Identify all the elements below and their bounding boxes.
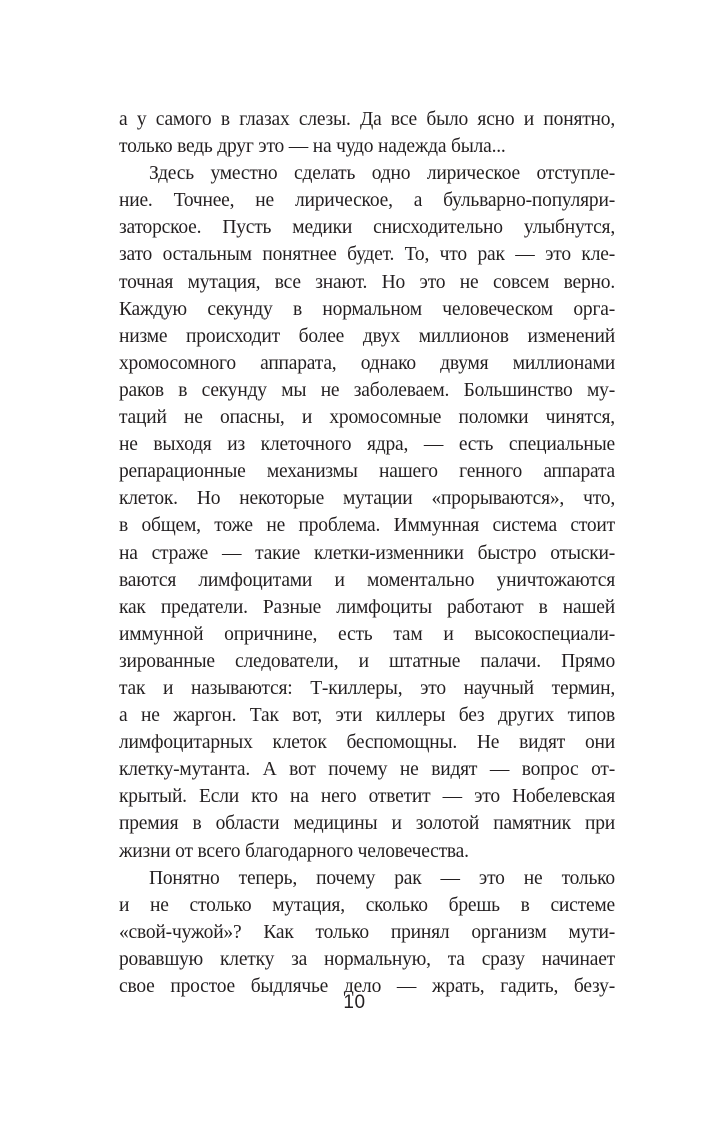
text-line: репарационные механизмы нашего генного аппарата (119, 461, 615, 483)
paragraph (119, 865, 615, 1000)
text-line: и не столько мутация, сколько брешь в системе (119, 894, 615, 916)
text-line: точная мутация, все знают. Но это не совсем верно. (119, 271, 615, 293)
text-line: «свой-чужой»? Как только принял организм мути- (119, 921, 615, 943)
text-line: иммунной опричнине, есть там и высокоспециали- (119, 623, 615, 645)
page-body (119, 106, 615, 1000)
text-line: зированные следователи, и штатные палачи. Прямо (119, 650, 615, 672)
text-line: клеток. Но некоторые мутации «прорываются», что, (119, 488, 615, 510)
text-line: так и называются: Т-киллеры, это научный термин, (119, 677, 615, 699)
text-line: жизни от всего благодарного человечества. (119, 840, 469, 862)
text-line: только ведь друг это — на чудо надежда была... (119, 136, 506, 158)
text-line: ние. Точнее, не лирическое, а бульварно-популяри- (119, 190, 615, 212)
text-line: как предатели. Разные лимфоциты работают в нашей (119, 596, 615, 618)
text-line: Каждую секунду в нормальном человеческом орга- (119, 298, 615, 320)
text-line: зато остальным понятнее будет. То, что рак — это кле- (119, 244, 615, 266)
text-line: ваются лимфоцитами и моментально уничтожаются (119, 569, 615, 591)
text-line: Здесь уместно сделать одно лирическое отступле- (149, 163, 615, 185)
text-line: Понятно теперь, почему рак — это не только (149, 867, 615, 889)
text-line: в общем, тоже не проблема. Иммунная система стоит (119, 515, 615, 537)
text-line: раков в секунду мы не заболеваем. Большинство му- (119, 379, 615, 401)
text-line: а у самого в глазах слезы. Да все было ясно и понятно, (119, 109, 615, 130)
text-line: ровавшую клетку за нормальную, та сразу начинает (119, 948, 615, 970)
text-line: хромосомного аппарата, однако двумя миллионами (119, 352, 615, 374)
paragraph (119, 160, 615, 864)
page-number: 10 (343, 992, 366, 1013)
text-line: лимфоцитарных клеток беспомощны. Не видят они (119, 732, 615, 754)
text-line: таций не опасны, и хромосомные поломки чинятся, (119, 407, 615, 429)
text-line: крытый. Если кто на него ответит — это Нобелевская (119, 786, 615, 808)
text-line: премия в области медицины и золотой памятник при (119, 813, 615, 835)
paragraph (119, 106, 615, 160)
text-line: свое простое быдлячье дело — жрать, гадить, безу- (119, 976, 615, 997)
text-line: не выходя из клеточного ядра, — есть специальные (119, 434, 615, 456)
text-line: клетку-мутанта. А вот почему не видят — вопрос от- (119, 759, 615, 781)
text-line: заторское. Пусть медики снисходительно улыбнутся, (119, 217, 615, 239)
text-line: а не жаргон. Так вот, эти киллеры без других типов (119, 705, 615, 727)
text-line: на страже — такие клетки-изменники быстро отыски- (119, 542, 615, 564)
text-line: низме происходит более двух миллионов изменений (119, 325, 615, 347)
